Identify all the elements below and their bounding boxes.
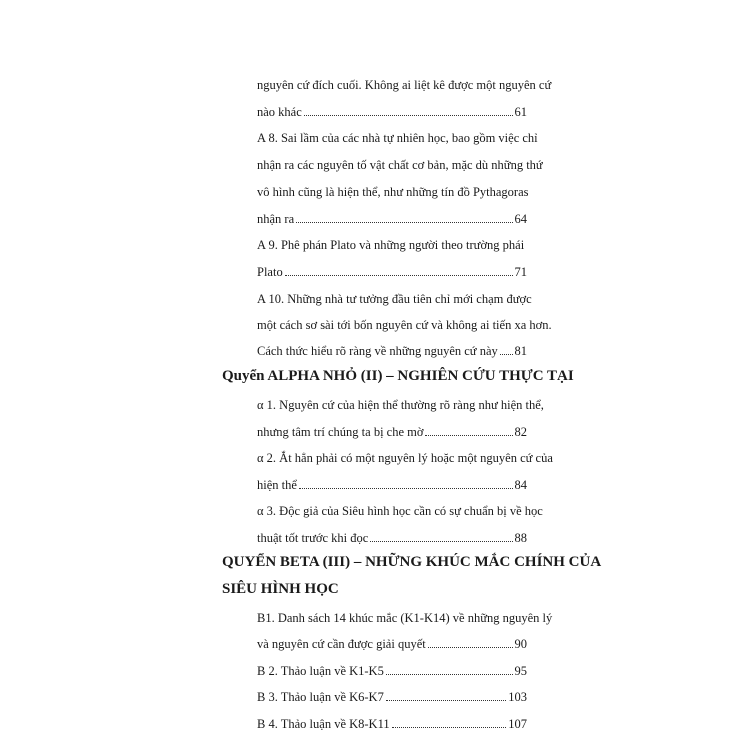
toc-line: A 8. Sai lầm của các nhà tự nhiên học, bao gồm việc chỉ [257, 131, 538, 145]
toc-entry-text: và nguyên cứ cần được giải quyết [257, 637, 426, 651]
toc-line: α 1. Nguyên cứ của hiện thể thường rõ ràng như hiện thể, [257, 398, 544, 412]
toc-line: α 2. Ắt hẳn phải có một nguyên lý hoặc một nguyên cứ của [257, 451, 553, 465]
toc-entry-text: Cách thức hiểu rõ ràng về những nguyên cứ này [257, 344, 498, 358]
dot-leader [500, 353, 513, 355]
toc-line: A 9. Phê phán Plato và những người theo trường phái [257, 238, 525, 252]
page-number: 84 [514, 478, 527, 492]
toc-entry [257, 104, 527, 120]
toc-entry [257, 530, 527, 546]
section-heading: Quyển ALPHA NHỎ (II) – NGHIÊN CỨU THỰC TẠI [222, 368, 574, 384]
page-number: 103 [508, 690, 527, 704]
toc-entry [257, 716, 527, 732]
page-number: 82 [514, 425, 527, 439]
toc-line: một cách sơ sài tới bốn nguyên cứ và không ai tiến xa hơn. [257, 318, 552, 332]
toc-entry [257, 343, 527, 359]
dot-leader [386, 673, 513, 675]
page-number: 95 [514, 664, 527, 678]
page-number: 71 [514, 265, 527, 279]
page-number: 90 [514, 637, 527, 651]
toc-line: α 3. Độc giả của Siêu hình học cần có sự chuẩn bị về học [257, 504, 543, 518]
toc-entry-text: B 4. Thảo luận về K8-K11 [257, 717, 390, 731]
dot-leader [386, 699, 506, 701]
dot-leader [425, 434, 512, 436]
toc-entry [257, 477, 527, 493]
toc-entry [257, 663, 527, 679]
toc-line: nguyên cứ đích cuối. Không ai liệt kê được một nguyên cứ [257, 78, 552, 92]
toc-entry-text: hiện thể [257, 478, 297, 492]
dot-leader [285, 274, 513, 276]
page-number: 88 [514, 531, 527, 545]
toc-entry [257, 689, 527, 705]
page-number: 61 [514, 105, 527, 119]
toc-entry-text: B 3. Thảo luận về K6-K7 [257, 690, 384, 704]
section-heading: QUYỂN BETA (III) – NHỮNG KHÚC MẮC CHÍNH CỦA [222, 554, 602, 570]
page-number: 107 [508, 717, 527, 731]
toc-entry [257, 211, 527, 227]
toc-entry-text: nhận ra [257, 212, 295, 226]
toc-entry [257, 636, 527, 652]
toc-line: A 10. Những nhà tư tưởng đầu tiên chỉ mới chạm được [257, 292, 532, 306]
toc-entry-text: thuật tốt trước khi đọc [257, 531, 369, 545]
dot-leader [370, 540, 512, 542]
page-number: 64 [514, 212, 527, 226]
toc-line: B1. Danh sách 14 khúc mắc (K1-K14) về những nguyên lý [257, 611, 553, 625]
dot-leader [299, 487, 513, 489]
toc-entry-text: B 2. Thảo luận về K1-K5 [257, 664, 384, 678]
toc-entry-text: nhưng tâm trí chúng ta bị che mờ [257, 425, 424, 439]
toc-entry-text: nào khác [257, 105, 302, 119]
dot-leader [304, 114, 513, 116]
section-heading: SIÊU HÌNH HỌC [222, 581, 339, 597]
toc-entry [257, 264, 527, 280]
toc-entry [257, 424, 527, 440]
toc-line: nhận ra các nguyên tố vật chất cơ bản, mặc dù những thứ [257, 158, 543, 172]
dot-leader [428, 646, 513, 648]
page-number: 81 [514, 344, 527, 358]
dot-leader [392, 726, 507, 728]
dot-leader [296, 221, 512, 223]
toc-line: vô hình cũng là hiện thể, như những tín đồ Pythagoras [257, 185, 529, 199]
toc-entry-text: Plato [257, 265, 283, 279]
